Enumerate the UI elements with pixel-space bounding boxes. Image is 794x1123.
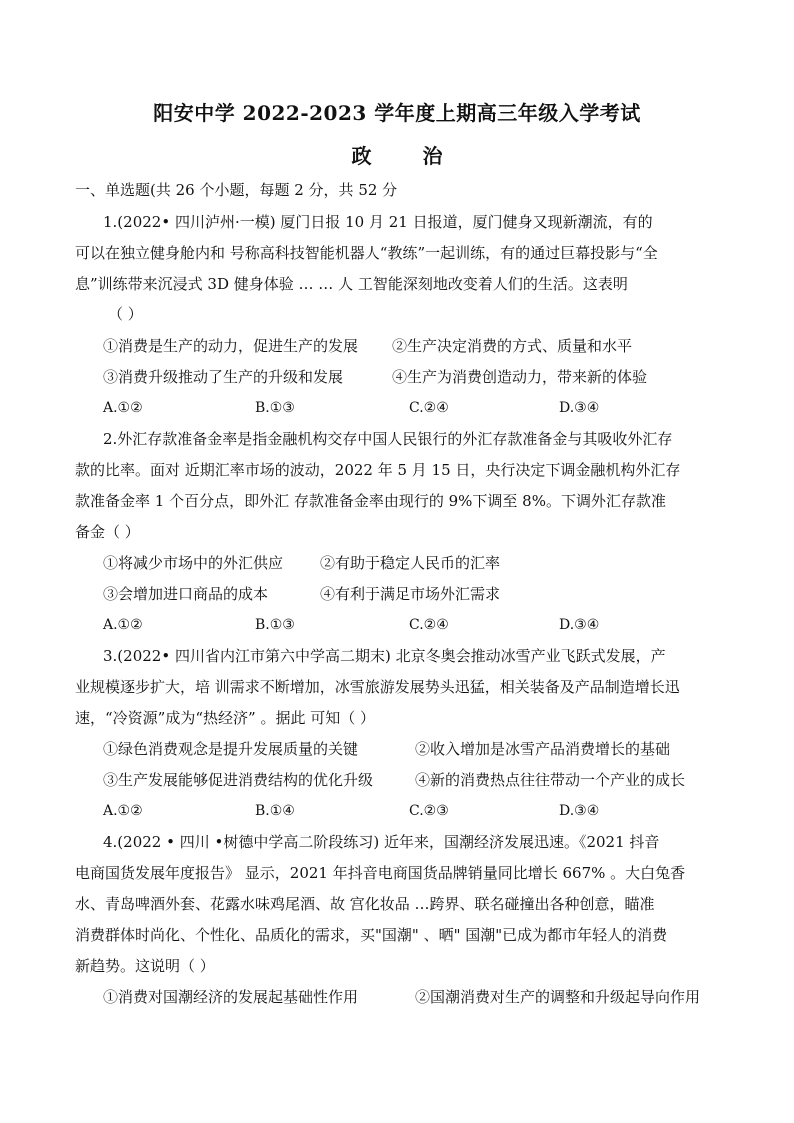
- q2-statement-1: ①将减少市场中的外汇供应: [103, 554, 284, 572]
- q1-statement-4: ④生产为消费创造动力，带来新的体验: [392, 368, 648, 386]
- q3-stem-line3: 速，“冷资源”成为“热经济” 。据此 可知（ ）: [75, 709, 375, 727]
- q1-statement-1: ①消费是生产的动力，促进生产的发展: [103, 337, 359, 355]
- q4-stem-line3: 水、青岛啤酒外套、花露水味鸡尾酒、故 宫化妆品 …跨界、联名碰撞出各种创意，瞄准: [75, 895, 655, 913]
- q3-option-b: B.①④: [255, 803, 295, 819]
- q2-option-a: A.①②: [103, 617, 143, 633]
- q1-statement-2: ②生产决定消费的方式、质量和水平: [392, 337, 633, 355]
- q3-option-c: C.②③: [409, 803, 449, 819]
- q2-stem-line3: 款准备金率 1 个百分点，即外汇 存款准备金率由现行的 9%下调至 8%。下调外汇存款准: [75, 492, 666, 510]
- q1-option-c: C.②④: [409, 400, 449, 416]
- q4-stem-line1: 4.(2022 • 四川 •树德中学高二阶段练习) 近年来，国潮经济发展迅速。《2021 抖音: [103, 833, 660, 851]
- subject-title: 政 治: [351, 144, 465, 168]
- q4-stem-line5: 新趋势。这说明（ ）: [75, 957, 215, 975]
- q2-stem-line4: 备金（ ）: [75, 523, 140, 541]
- section-heading: 一、单选题(共 26 个小题，每题 2 分，共 52 分: [75, 181, 398, 199]
- q3-option-d: D.③④: [559, 803, 600, 819]
- q2-stem-line2: 款的比率。面对 近期汇率市场的波动，2022 年 5 月 15 日，央行决定下调金融机构外汇存: [75, 461, 681, 479]
- q4-statement-1: ①消费对国潮经济的发展起基础性作用: [103, 988, 359, 1006]
- q4-stem-line4: 消费群体时尚化、个性化、品质化的需求，买"国潮" 、晒" 国潮"已成为都市年轻人的消费: [75, 926, 668, 944]
- q1-option-d: D.③④: [559, 400, 600, 416]
- page-title: 阳安中学 2022-2023 学年度上期高三年级入学考试: [153, 101, 641, 125]
- q2-statement-3: ③会增加进口商品的成本: [103, 585, 269, 603]
- q1-stem-line2: 可以在独立健身舱内和 号称高科技智能机器人“教练”一起训练，有的通过巨幕投影与“全: [75, 244, 658, 262]
- q3-statement-4: ④新的消费热点往往带动一个产业的成长: [415, 771, 686, 789]
- q2-statement-4: ④有利于满足市场外汇需求: [320, 585, 501, 603]
- q3-statement-1: ①绿色消费观念是提升发展质量的关键: [103, 740, 359, 758]
- q2-stem-line1: 2.外汇存款准备金率是指金融机构交存中国人民银行的外汇存款准备金与其吸收外汇存: [103, 430, 673, 448]
- q3-stem-line1: 3.(2022• 四川省内江市第六中学高二期末) 北京冬奥会推动冰雪产业飞跃式发展，产: [103, 647, 666, 665]
- q1-stem-line3: 息”训练带来沉浸式 3D 健身体验 … … 人 工智能深刻地改变着人们的生活。这表明: [75, 275, 628, 293]
- q1-answer-bracket: （ ）: [108, 305, 143, 323]
- q3-stem-line2: 业规模逐步扩大，培 训需求不断增加，冰雪旅游发展势头迅猛，相关装备及产品制造增长迅: [75, 678, 680, 696]
- q2-option-c: C.②④: [409, 617, 449, 633]
- q1-option-a: A.①②: [103, 400, 143, 416]
- q2-statement-2: ②有助于稳定人民币的汇率: [320, 554, 501, 572]
- q1-stem-line1: 1.(2022• 四川泸州·一模) 厦门日报 10 月 21 日报道，厦门健身又现新潮流，有的: [103, 213, 653, 231]
- q3-statement-3: ③生产发展能够促进消费结构的优化升级: [103, 771, 374, 789]
- q4-statement-2: ②国潮消费对生产的调整和升级起导向作用: [415, 988, 701, 1006]
- q2-option-b: B.①③: [255, 617, 295, 633]
- q3-option-a: A.①②: [103, 803, 143, 819]
- q2-option-d: D.③④: [559, 617, 600, 633]
- q3-statement-2: ②收入增加是冰雪产品消费增长的基础: [415, 740, 671, 758]
- q1-option-b: B.①③: [255, 400, 295, 416]
- q1-statement-3: ③消费升级推动了生产的升级和发展: [103, 368, 344, 386]
- q4-stem-line2: 电商国货发展年度报告》 显示，2021 年抖音电商国货品牌销量同比增长 667% 。大白兔香: [75, 864, 686, 882]
